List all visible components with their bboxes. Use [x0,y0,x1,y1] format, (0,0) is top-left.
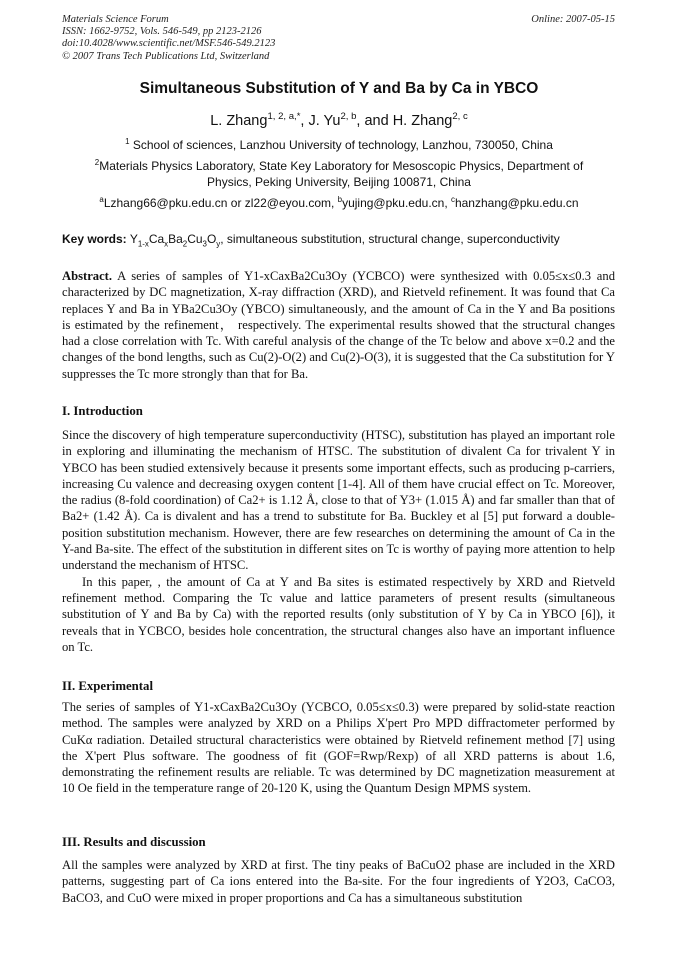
affiliation-1 [80,138,598,154]
email-a[interactable]: Lzhang66@pku.edu.cn or zl22@eyou.com, [103,196,338,210]
email-mark: b [337,195,343,204]
affiliation-mark: 2 [94,158,100,167]
affiliation-2 [75,159,603,190]
abstract-label: Abstract. [62,269,113,283]
author-separator: , and [356,113,393,129]
journal-issn: ISSN: 1662-9752, Vols. 546-549, pp 2123-2126 [62,26,262,38]
affiliation-text: School of sciences, Lanzhou University of technology, Lanzhou, 730050, China [132,138,553,152]
online-date: Online: 2007-05-15 [531,14,615,25]
journal-name: Materials Science Forum [62,14,169,25]
email-mark: a [99,195,104,204]
keywords-list: , simultaneous substitution, structural change, superconductivity [220,232,560,246]
email-b[interactable]: yujing@pku.edu.cn, [342,196,451,210]
email-line [80,196,598,212]
paragraph: All the samples were analyzed by XRD at first. The tiny peaks of BaCuO2 phase are included in the XRD patterns, suggesting part of Ca ions entered into the Ba-site. For the four ingredients of Y2O3, CaCO3, BaCO3, and CuO were mixed in proper proportions and Ca has a simultaneous substitution [62,858,615,905]
results-body [62,857,615,906]
email-c[interactable]: hanzhang@pku.edu.cn [454,196,579,210]
journal-header [62,14,615,63]
affiliation-mark: 1 [125,137,130,146]
author-name: J. Yu [308,113,341,129]
email-mark: c [451,195,455,204]
keywords [62,232,615,249]
paper-title: Simultaneous Substitution of Y and Ba by Ca in YBCO [139,80,539,97]
section-heading-results: III. Results and discussion [62,835,206,849]
experimental-body [62,699,615,797]
paragraph: In this paper, , the amount of Ca at Y and Ba sites is estimated respectively by XRD and Rietveld refinement method. Comparing the Tc value and lattice parameters of present results (simultaneous substitution of Y and Ba by Ca) with the reported results (only substitution of Y by Ca in YBCO [6]), it reveals that in YCBCO, besides hole concentration, the structural changes also have an important influence on Tc. [62,574,615,654]
journal-doi[interactable]: doi:10.4028/www.scientific.net/MSF.546-549.2123 [62,38,276,50]
keywords-formula: $Y_{1-x}Ca_xBa_2Cu_3O_y$ [129,232,221,249]
keywords-label: Key words: [62,232,127,246]
introduction-body [62,427,615,655]
section-heading-introduction: I. Introduction [62,404,143,418]
journal-copyright: © 2007 Trans Tech Publications Ltd, Switzerland [62,50,270,62]
author-affiliation-mark: 1, 2, a,* [267,111,301,123]
paragraph: The series of samples of Y1-xCaxBa2Cu3Oy (YCBCO, 0.05≤x≤0.3) were prepared by solid-state reaction method. The samples were analyzed by XRD on a Philips X'pert Pro MPD diffractometer performed by CuKα radiation. Detailed structural characteristics were obtained by Rietveld refinement method [7] using the X'pert Plus software. The goodness of fit (GOF=Rwp/Rexp) of all XRD patterns is about 1.6, demonstrating the refinement results are reliable. Tc was determined by DC magnetization measurement at 10 Oe field in the temperature range of 20-120 K, using the Quantum Design MPMS system. [62,700,615,796]
author-affiliation-mark: 2, b [340,111,357,123]
author-separator: , [300,113,309,129]
section-heading-experimental: II. Experimental [62,679,153,693]
author-name: H. Zhang [392,113,453,129]
affiliation-text: Materials Physics Laboratory, State Key Laboratory for Mesoscopic Physics, Department of Physics, Peking University, Beijing 100871, China [99,159,584,189]
author-name: L. Zhang [210,113,268,129]
paragraph: Since the discovery of high temperature superconductivity (HTSC), substitution has played an important role in exploring and illuminating the mechanism of HTSC. The substitution of divalent Ca for trivalent Y in YBCO has been studied extensively because it presents some important effects, such as producing p-carriers, increasing Cu valence and decreasing oxygen content [1-4]. All of them have crucial effect on Tc. Moreover, the radius (8-fold coordination) of Ca2+ is 1.12 Å, close to that of Y3+ (1.015 Å) and far smaller than that of Ba2+ (1.42 Å). Ca is divalent and has a trend to substitute for Ba. Buckley et al [5] put forward a double-position substitution mechanism. However, there are few researches on determining the amount of Ca in the Y-and Ba-site. The effect of the substitution in different sites on Tc is worthy of paying more attention to help understand the mechanism of HTSC. [62,428,615,573]
author-affiliation-mark: 2, c [452,111,468,123]
abstract [62,268,615,382]
author-list [0,113,678,129]
abstract-text: A series of samples of Y1-xCaxBa2Cu3Oy (YCBCO) were synthesized with 0.05≤x≤0.3 and characterized by DC magnetization, X-ray diffraction (XRD), and Rietveld refinement. It was found that Ca replaces Y and Ba in YBa2Cu3Oy (YBCO) simultaneously, and the amount of Ca in the Y and Ba positions is estimated by the refinement， respectively. The experimental results showed that the structural changes had a close correlation with Tc. With careful analysis of the change of the Tc below and above x=0.2 and the changes of the bond lengths, such as Cu(2)-O(2) and Cu(2)-O(3), it is suggested that the Ca substitution for Y suppresses the Tc more strongly than that for Ba. [62,269,615,381]
